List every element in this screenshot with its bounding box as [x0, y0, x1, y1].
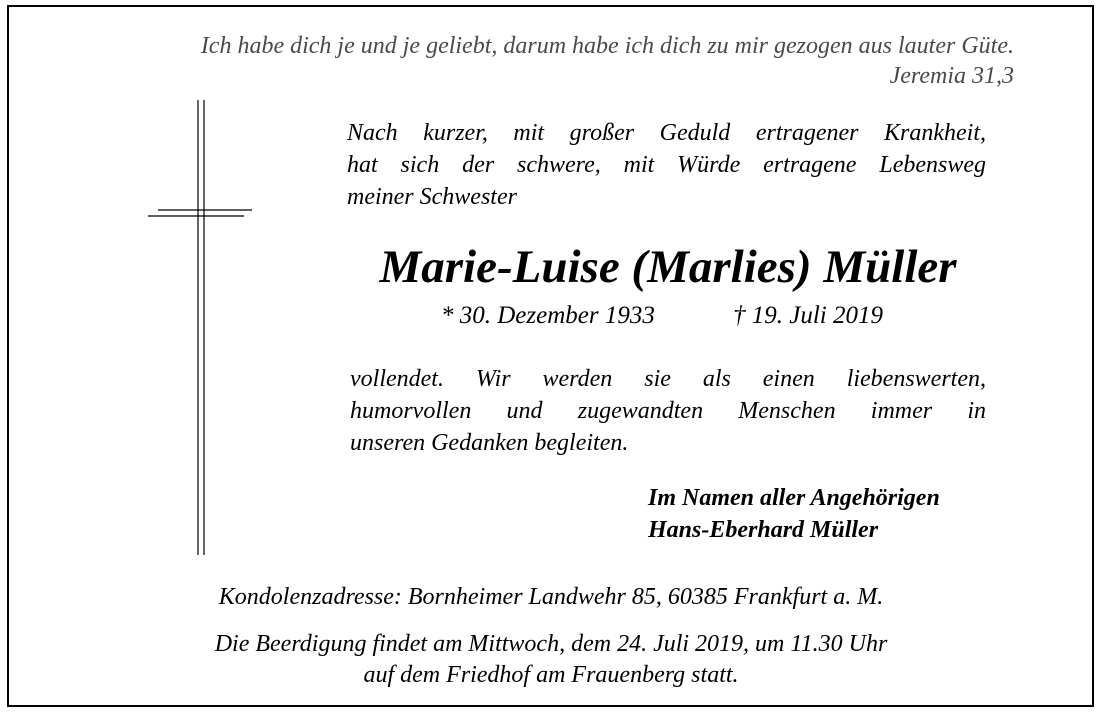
birth-date: * 30. Dezember 1933 [441, 302, 655, 329]
bible-verse: Ich habe dich je und je geliebt, darum habe ich dich zu mir gezogen aus lauter Güte. [200, 33, 1014, 59]
deceased-name: Marie-Luise (Marlies) Müller [379, 241, 957, 293]
signature-line-1: Im Namen aller Angehörigen [648, 485, 940, 511]
cross-icon [140, 95, 260, 560]
funeral-info-line-1: Die Beerdigung findet am Mittwoch, dem 24. Juli 2019, um 11.30 Uhr [214, 631, 888, 657]
signature-line-2: Hans-Eberhard Müller [648, 517, 879, 543]
body-line-3: unseren Gedanken begleiten. [350, 430, 629, 456]
condolence-address: Kondolenzadresse: Bornheimer Landwehr 85, 60385 Frankfurt a. M. [218, 584, 884, 610]
intro-line-3: meiner Schwester [347, 184, 517, 210]
intro-line-2: hat sich der schwere, mit Würde ertragene Lebensweg [347, 152, 986, 178]
body-line-1: vollendet. Wir werden sie als einen liebenswerten, [350, 366, 986, 392]
death-date: † 19. Juli 2019 [733, 302, 883, 329]
intro-line-1: Nach kurzer, mit großer Geduld ertragener Krankheit, [347, 120, 986, 146]
funeral-info-line-2: auf dem Friedhof am Frauenberg statt. [363, 662, 739, 688]
body-line-2: humorvollen und zugewandten Menschen immer in [350, 398, 986, 424]
bible-verse-reference: Jeremia 31,3 [889, 63, 1014, 89]
